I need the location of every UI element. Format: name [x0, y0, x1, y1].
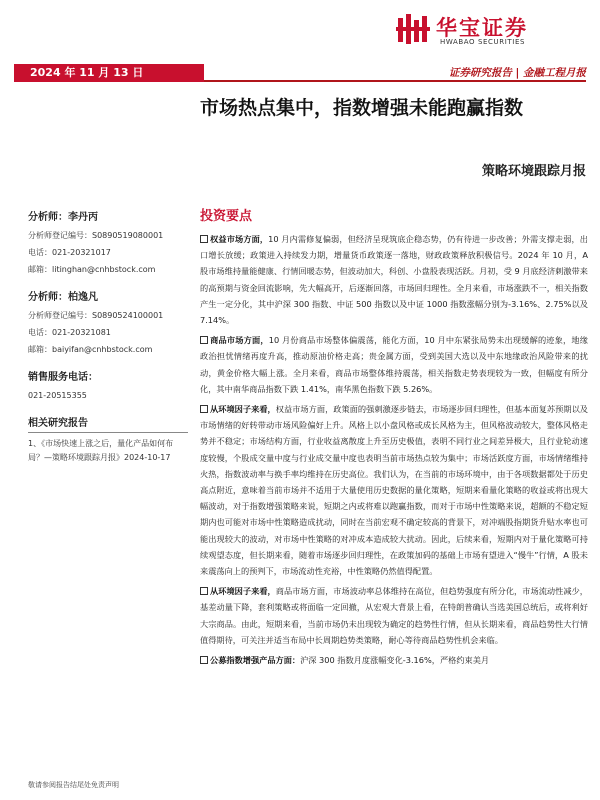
analyst-phone: 电话：021-20321017: [28, 248, 111, 257]
sales-label: 销售服务电话：: [28, 372, 98, 383]
highlights-heading: 投资要点: [200, 209, 253, 224]
highlight-text: 权益市场方面，政策面的强刺激逐步链去，市场逐步回归理性，但基本面复苏预期以及市场情绪的好转带动市场风险偏好上升。风格上以小盘风格或成长风格为主，但风格波动较大，整体风格走势并不稳定；市场结构方面，行业收益离散度上升至历史极值，表明不同行业之间差异极大，且行业轮动速度较慢，个股成交量中度与行业成交量中度也表明当前市场热点较为集中；市场活跃度方面，市场情绪维持火热，指数波动率与换手率均维持在历史高位。我们认为，在当前的市场环境中，由于各项数据都处于历史高点附近，意味着当前市场并不适用于大量使用历史数据的量化策略，短期来看量化策略的收益或将出现大幅波动，对于指数增强策略来说，短期之内或将难以跑赢指数，而对于市场中性策略来说，超额的不稳定短期内也可能对市场中性策略造成扰动，同时在当前宏观不确定较高的背景下，对冲端股指期货升贴水率也可能出现较大的波动，对市场中性策略的对冲成本造成较大扰动。因此，后续来看，短期内对于量化策略可持续观望态度，但长期来看，随着市场逐步回归理性，在政策加码的基础上市场有望进入“慢牛”行情，A 股未来震荡向上的预判下，市场流动性充裕，中性策略仍然值得配置。: [200, 404, 588, 577]
checkbox-bullet-icon: [200, 336, 208, 344]
analyst-cert: 分析师登记编号：S0890519080001: [28, 231, 164, 240]
related-report-item[interactable]: 1、《市场快速上涨之后，量化产品如何布局？—策略环境跟踪月报》2024-10-17: [28, 439, 174, 462]
highlight-lead: 公募指数增强产品方面：: [210, 655, 301, 666]
highlight-lead: 权益市场方面，: [210, 234, 269, 244]
sales-block: [28, 368, 188, 404]
analyst-name: 分析师：李丹丙: [28, 212, 98, 223]
highlight-text: 沪深 300 指数月度涨幅变化-3.16%，严格约束美月: [300, 655, 490, 666]
investment-highlights: [200, 205, 588, 672]
highlight-text: 10 月内需修复偏弱，但经济呈现筑底企稳态势，仍有待进一步改善；外需支撑走弱，出口增长放缓；政策进入持续发力期，增量货币政策逐一落地，财政政策释放积极信号。2024 年 10 月，A 股市场维持量能健康、行情回暖态势，但波动加大，科创、小盘股表现活跃。月初，受 9 月底经济刺激带来的高预期与资金回流影响，先大幅高开，后逐渐回落，市场回归理性。全月来看，市场涨跌不一，相关指数产生一定分化，其中沪深 300 指数、中证 500 指数以及中证 1000 指数涨幅分别为-3.16%、2.75%以及 7.14%。: [200, 234, 588, 326]
brand-name-cn: 华宝证券: [436, 16, 528, 40]
highlight-text: 商品市场方面，市场波动率总体维持在高位，但趋势强度有所分化，市场流动性减少，基差动量下降，套利策略或将面临一定回撤，从宏观大背景上看，在特朗普确认当选美国总统后，或将利好大宗商品。由此，短期来看，当前市场仍未出现较为确定的趋势性行情，但从长期来看，商品趋势性大行情值得期待，可关注并适当布局中长周期趋势类策略，耐心等待商品趋势性机会来临。: [200, 586, 588, 645]
brand-name-en: HWABAO SECURITIES: [440, 38, 526, 46]
highlight-lead: 从环境因子来看，: [210, 586, 276, 597]
analyst-email[interactable]: 邮箱：baiyifan@cnhbstock.com: [28, 345, 153, 354]
analyst-block: [28, 208, 188, 278]
analyst-cert: 分析师登记编号：S0890524100001: [28, 311, 164, 320]
checkbox-bullet-icon: [200, 587, 208, 595]
footer-disclaimer: 敬请参阅报告结尾处免责声明: [28, 781, 119, 789]
report-date: 2024 年 11 月 13 日: [14, 64, 204, 82]
highlight-commodity-market: [200, 332, 588, 397]
checkbox-bullet-icon: [200, 656, 208, 664]
analyst-block: [28, 288, 188, 358]
report-title: 市场热点集中，指数增强未能跑赢指数: [200, 97, 524, 119]
analyst-email[interactable]: 邮箱：litinghan@cnhbstock.com: [28, 265, 156, 274]
highlight-commodity-environment: [200, 583, 588, 648]
sidebar: [28, 208, 188, 465]
report-subtitle: 策略环境跟踪月报: [481, 164, 586, 179]
related-reports-heading: 相关研究报告: [28, 414, 188, 433]
sales-phone: 021-20515355: [28, 391, 87, 400]
highlight-lead: 商品市场方面，: [210, 335, 269, 346]
highlight-equity-market: [200, 231, 588, 328]
analyst-phone: 电话：021-20321081: [28, 328, 111, 337]
checkbox-bullet-icon: [200, 405, 208, 413]
checkbox-bullet-icon: [200, 235, 208, 243]
report-category: 证券研究报告 | 金融工程月报: [448, 67, 586, 79]
hwabao-logo-icon: [396, 12, 430, 46]
header-bar: [14, 64, 586, 82]
highlight-index-enhanced: [200, 652, 588, 668]
highlight-lead: 从环境因子来看，: [210, 404, 276, 415]
brand-logo: [396, 10, 592, 50]
analyst-name: 分析师：柏逸凡: [28, 292, 98, 303]
highlight-text: 10 月份商品市场整体偏震荡，能化方面，10 月中东紧张局势未出现缓解的迹象，地缘政治担忧情绪再度升高，推动原油价格走高；贵金属方面，受到美国大选以及中东地缘政治风险带来的扰动，黄金价格大幅上涨。全月来看，商品市场整体维持震荡，相关指数走势表现较为一致，但幅度有所分化，其中南华商品指数下跌 1.41%，南华黑色指数下跌 5.26%。: [200, 335, 588, 394]
highlight-equity-environment: [200, 401, 588, 579]
